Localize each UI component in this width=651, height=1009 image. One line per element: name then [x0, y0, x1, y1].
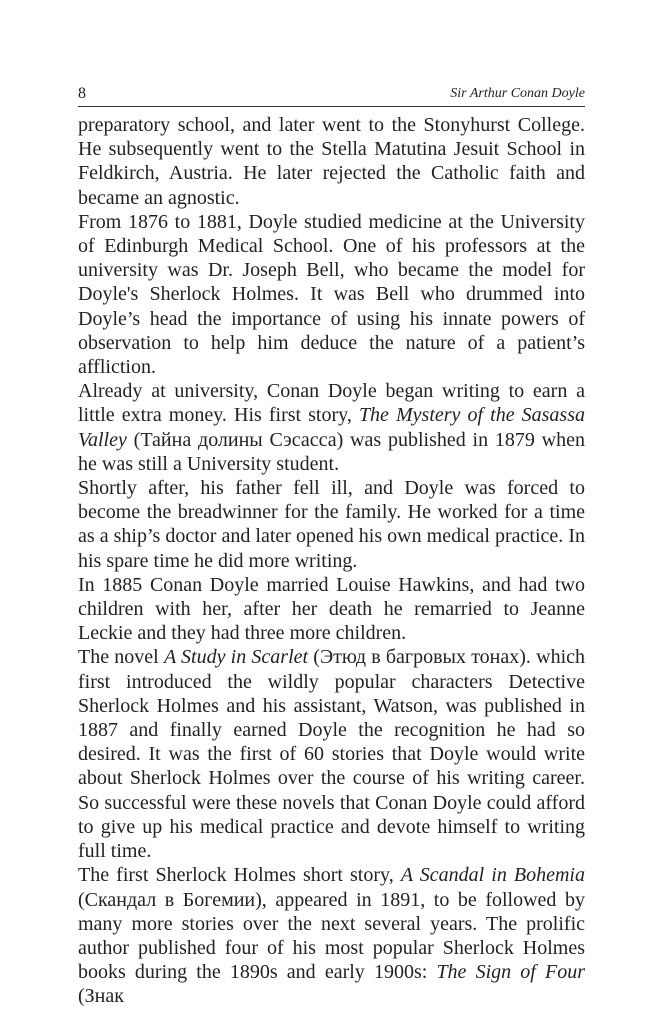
book-title: A Study in Scarlet — [163, 646, 309, 669]
body-text — [78, 113, 585, 1009]
paragraph-text: (Этюд в багровых тонах). which first introduced the wildly popular characters Detective Sherlock Holmes and his assistant, Watson, was published in 1887 and finally earned Doyle the recognition he had so desired. It was the first of 60 stories that Doyle would write about Sherlock Holmes over the course of his writing career. So successful were these novels that Conan Doyle could afford to give up his medical practice and devote himself to writing full time. — [78, 646, 585, 863]
paragraph-medicine — [78, 210, 585, 379]
paragraph-study-in-scarlet — [78, 645, 585, 863]
paragraph-marriage — [78, 573, 585, 646]
paragraph-text: (Скандал в Богемии), appeared in 1891, to be followed by many more stories over the next several years. The prolific author published four of his most popular Sherlock Holmes books during the 1890s and early 1900s: — [78, 888, 585, 984]
paragraph-text: In 1885 Conan Doyle married Louise Hawkins, and had two children with her, after her death he remarried to Jeanne Leckie and they had three more children. — [78, 573, 585, 645]
paragraph-education — [78, 113, 585, 210]
paragraph-text: Shortly after, his father fell ill, and Doyle was forced to become the breadwinner for the family. He worked for a time as a ship’s doctor and later opened his own medical practice. In his spare time he did more writing. — [78, 477, 585, 572]
paragraph-breadwinner — [78, 476, 585, 573]
paragraph-text: preparatory school, and later went to the Stonyhurst College. He subsequently went to the Stella Matutina Jesuit School in Feldkirch, Austria. He later rejected the Catholic faith and became an agnostic. — [78, 114, 585, 209]
paragraph-text: Already at university, Conan Doyle began writing to earn a little extra money. His first story, — [78, 380, 585, 427]
book-title: A Scandal in Bohemia — [400, 864, 585, 887]
paragraph-text: (Знак — [78, 985, 124, 1008]
paragraph-text: From 1876 to 1881, Doyle studied medicine at the University of Edinburgh Medical School. One of his professors at the university was Dr. Joseph Bell, who became the model for Doyle's Sherlock Holmes. It was Bell who drummed into Doyle’s head the importance of using his innate powers of observation to help him deduce the nature of a patient’s affliction. — [78, 210, 585, 379]
book-title: The Sign of Four — [436, 961, 585, 984]
paragraph-scandal-in-bohemia — [78, 863, 585, 1008]
paragraph-text: The novel — [78, 646, 164, 669]
paragraph-text: The first Sherlock Holmes short story, — [78, 864, 401, 887]
running-title: Sir Arthur Conan Doyle — [450, 86, 585, 101]
paragraph-first-story — [78, 379, 585, 476]
paragraph-text: (Тайна долины Сэсасса) was published in 1879 when he was still a University student. — [78, 428, 585, 475]
page-header — [78, 86, 585, 107]
book-title: The Mystery of the Sasassa Valley — [78, 404, 585, 451]
page-number: 8 — [78, 85, 86, 102]
